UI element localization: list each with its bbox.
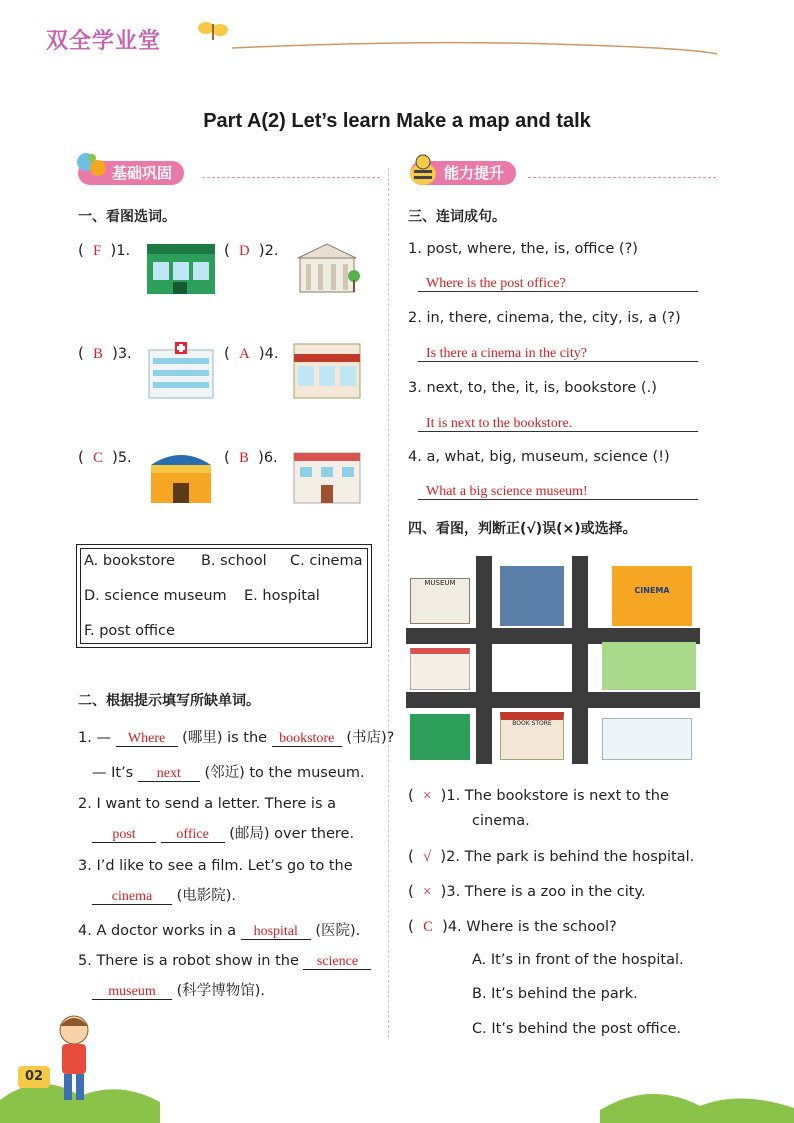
header-swoosh [232,30,722,60]
s3-a4: What a big science museum! [426,484,588,499]
s3-q3: 3. next, to, the, it, is, bookstore (.) [408,380,657,396]
column-divider [388,168,389,1038]
q4-line: 4. A doctor works in a hospital (医院). [78,923,361,939]
item-1-answer: F [93,243,102,259]
city-map [406,556,700,764]
s4-q1-cont: cinema. [472,813,530,829]
s4-q2: ( √ )2. The park is behind the hospital. [408,847,695,865]
item-2: ( D )2. [224,241,279,259]
map-museum: MUSEUM [410,578,470,624]
q3-line-b: cinema (电影院). [92,884,236,905]
item-1: ( F )1. [78,241,131,259]
s4-q4: ( C )4. Where is the school? [408,917,617,935]
school-picture [290,445,364,505]
section3-heading: 三、连词成句。 [408,209,506,225]
brand-title: 双全学业堂 [46,29,162,54]
s3-a3-line [418,412,698,432]
map-park [602,642,696,690]
q5-line-a: 5. There is a robot show in the science [78,953,371,970]
s3-a1-line [418,272,698,292]
map-post-office [410,714,470,760]
post-office-picture [145,240,217,298]
butterfly-icon [196,18,232,44]
road-horizontal-bottom [406,692,700,708]
item-2-num: 2. [264,243,279,259]
q1-line-b: — It’s next (邻近) to the museum. [92,765,365,781]
boy-illustration [44,1010,114,1110]
s3-a2: Is there a cinema in the city? [426,346,587,361]
page-number: 02 [18,1066,50,1088]
item-3-num: 3. [117,346,132,362]
s3-q1: 1. post, where, the, is, office (?) [408,241,638,257]
page-title: Part A(2) Let’s learn Make a map and talk [203,110,591,132]
q1-blank-bookstore[interactable]: bookstore [272,731,342,747]
section4-heading: 四、看图，判断正(√)误(×)或选择。 [408,521,637,537]
option-f: F. post office [84,623,175,639]
s4-q4-opt-a: A. It’s in front of the hospital. [472,952,684,968]
divider [528,177,716,178]
s4-q4-answer: C [423,919,433,935]
item-2-answer: D [239,243,250,259]
q2-blank-office[interactable]: office [161,827,225,843]
s4-q3: ( × )3. There is a zoo in the city. [408,882,646,900]
q5-blank-science[interactable]: science [303,954,371,970]
item-4-num: 4. [264,346,279,362]
map-school [410,648,470,690]
item-6-num: 6. [263,450,278,466]
item-5-num: 5. [117,450,132,466]
grass-footer [0,1040,794,1123]
q2-line-b: post office (邮局) over there. [92,822,354,843]
item-6: ( B )6. [224,448,278,466]
s4-q2-answer: √ [423,849,432,865]
s3-a4-line [418,480,698,500]
s3-a2-line [418,342,698,362]
hospital-picture [145,340,217,402]
s3-q4: 4. a, what, big, museum, science (!) [408,449,670,465]
option-c: C. cinema [290,553,363,569]
s4-q4-opt-b: B. It’s behind the park. [472,986,638,1002]
item-4-answer: A [239,346,250,362]
bookstore-picture [290,340,364,402]
q3-line-a: 3. I’d like to see a film. Let’s go to the [78,858,353,874]
advance-badge-label: 能力提升 [410,161,516,185]
q5-line-b: museum (科学博物馆). [92,979,265,1000]
divider [202,177,380,178]
q5-blank-museum[interactable]: museum [92,984,172,1000]
map-bookstore: BOOK STORE [500,712,564,760]
map-office-tower [500,566,564,626]
option-b: B. school [201,553,267,569]
s3-a1: Where is the post office? [426,276,566,291]
option-d: D. science museum [84,588,227,604]
s3-q2: 2. in, there, cinema, the, city, is, a (?) [408,310,681,326]
bee-icon [404,152,442,190]
item-1-num: 1. [116,243,131,259]
q2-line-a: 2. I want to send a letter. There is a [78,796,337,812]
item-5-answer: C [93,450,103,466]
q4-blank-hospital[interactable]: hospital [241,924,311,940]
item-5: ( C )5. [78,448,132,466]
q1-line-a: 1. — Where (哪里) is the bookstore (书店)? [78,730,395,746]
item-6-answer: B [239,450,249,466]
item-3: ( B )3. [78,344,132,362]
butterfly-badge-icon [74,148,110,184]
road-vertical-right [572,556,588,764]
q1-blank-next[interactable]: next [138,766,200,782]
map-hospital [602,718,692,760]
q2-blank-post[interactable]: post [92,827,156,843]
road-vertical-left [476,556,492,764]
cinema-picture [145,445,217,507]
section2-heading: 二、根据提示填写所缺单词。 [78,693,260,709]
s4-q1-answer: × [423,788,432,804]
section1-heading: 一、看图选词。 [78,209,176,225]
s4-q4-opt-c: C. It’s behind the post office. [472,1021,682,1037]
item-4: ( A )4. [224,344,279,362]
q3-blank-cinema[interactable]: cinema [92,889,172,905]
option-a: A. bookstore [84,553,175,569]
basics-badge-label: 基础巩固 [78,161,184,185]
item-3-answer: B [93,346,103,362]
museum-picture [290,240,364,298]
s4-q3-answer: × [423,884,432,900]
option-e: E. hospital [244,588,320,604]
s4-q1: ( × )1. The bookstore is next to the [408,786,669,804]
s3-a3: It is next to the bookstore. [426,416,573,431]
map-cinema: CINEMA [612,566,692,626]
q1-blank-where[interactable]: Where [116,731,178,747]
